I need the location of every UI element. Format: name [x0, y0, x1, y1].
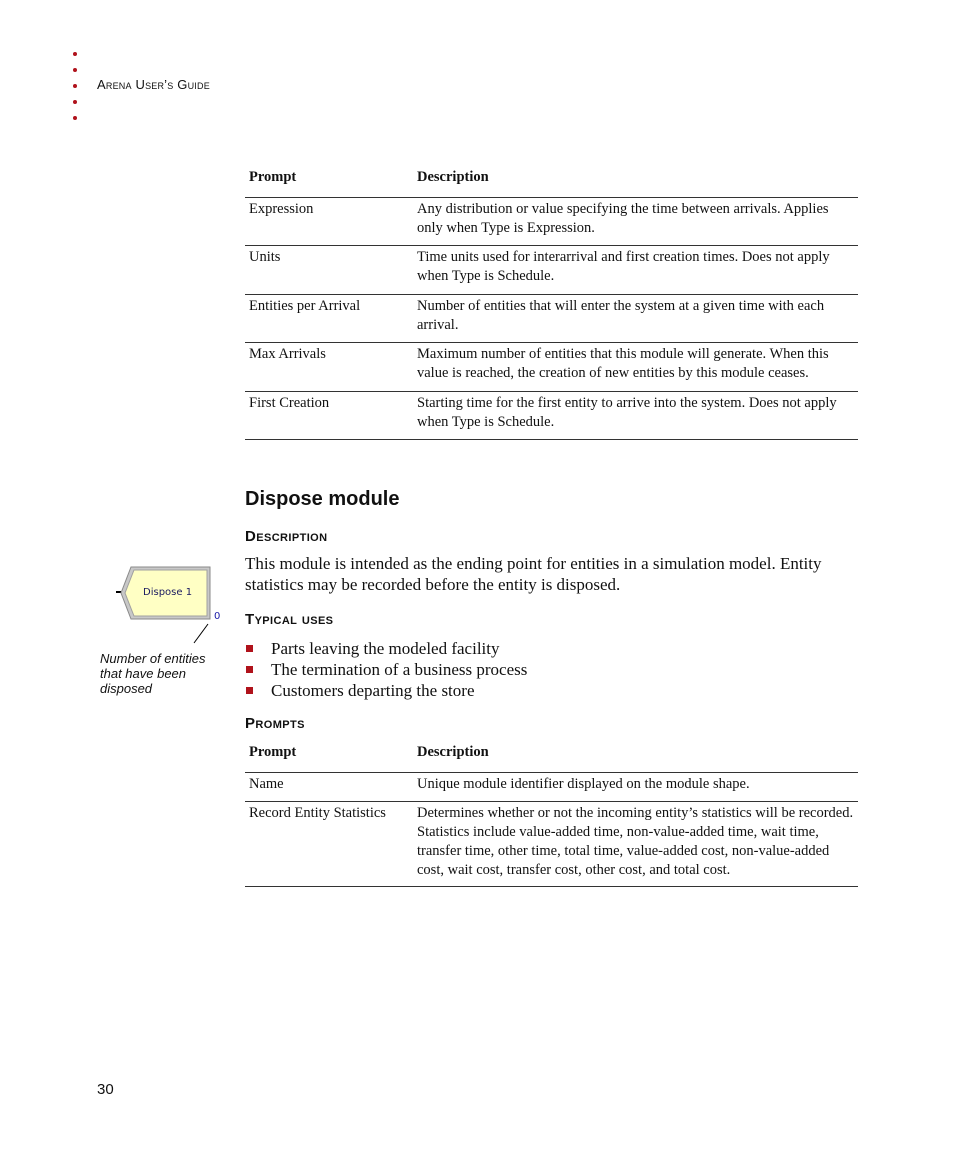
- description-cell: Maximum number of entities that this module will generate. When this value is reached, the creation of new entities by this module ceases.: [413, 343, 858, 392]
- list-item: [245, 680, 527, 701]
- description-cell: Determines whether or not the incoming entity’s statistics will be recorded. Statistics include value-added time, non-value-added time, wait time, transfer time, other time, total time, value-added cost, non-value-added cost, wait cost, transfer cost, other cost, and total cost.: [413, 802, 858, 887]
- margin-dot: [73, 84, 77, 88]
- prompt-cell: Max Arrivals: [245, 343, 413, 392]
- table-row: [245, 802, 858, 887]
- dispose-module-figure: [114, 564, 224, 649]
- prompt-cell: Entities per Arrival: [245, 295, 413, 343]
- list-item-text: Customers departing the store: [271, 681, 475, 700]
- description-cell: Time units used for interarrival and first creation times. Does not apply when Type is Schedule.: [413, 246, 858, 295]
- column-header: Prompt: [245, 743, 413, 773]
- column-header: Description: [413, 743, 858, 773]
- prompt-cell: First Creation: [245, 392, 413, 440]
- module-label: Dispose 1: [143, 587, 193, 598]
- description-text: This module is intended as the ending point for entities in a simulation model. Entity statistics may be recorded before the entity is disposed.: [245, 554, 822, 594]
- table-row: [245, 246, 858, 295]
- prompt-cell: Name: [245, 773, 413, 802]
- table-row: [245, 392, 858, 440]
- prompt-cell: Units: [245, 246, 413, 295]
- square-bullet-icon: [246, 687, 253, 694]
- column-header: Description: [413, 168, 858, 198]
- table-header-row: [245, 743, 858, 773]
- entity-counter: 0: [214, 611, 221, 622]
- list-item-text: The termination of a business process: [271, 660, 528, 679]
- create-prompts-table: [245, 168, 858, 440]
- callout-leader-line: [194, 624, 208, 643]
- margin-dot: [73, 52, 77, 56]
- margin-dot: [73, 116, 77, 120]
- typical-uses-heading: Typical uses: [245, 611, 334, 628]
- typical-uses-list: [245, 638, 527, 701]
- description-cell: Number of entities that will enter the system at a given time with each arrival.: [413, 295, 858, 343]
- square-bullet-icon: [246, 645, 253, 652]
- table-row: [245, 773, 858, 802]
- table-row: [245, 198, 858, 246]
- column-header: Prompt: [245, 168, 413, 198]
- list-item-text: Parts leaving the modeled facility: [271, 639, 500, 658]
- table-header-row: [245, 168, 858, 198]
- description-cell: Any distribution or value specifying the time between arrivals. Applies only when Type is Expression.: [413, 198, 858, 246]
- margin-dot: [73, 68, 77, 72]
- list-item: [245, 659, 527, 680]
- list-item: [245, 638, 527, 659]
- dispose-prompts-table: [245, 743, 858, 887]
- running-head: Arena User’s Guide: [97, 77, 210, 92]
- description-cell: Unique module identifier displayed on the module shape.: [413, 773, 858, 802]
- prompt-cell: Expression: [245, 198, 413, 246]
- table-row: [245, 343, 858, 392]
- square-bullet-icon: [246, 666, 253, 673]
- description-cell: Starting time for the first entity to arrive into the system. Does not apply when Type is Schedule.: [413, 392, 858, 440]
- section-title: Dispose module: [245, 488, 400, 510]
- prompt-cell: Record Entity Statistics: [245, 802, 413, 887]
- page-number: 30: [97, 1081, 114, 1098]
- dispose-module-shape: [114, 564, 224, 644]
- table-row: [245, 295, 858, 343]
- description-heading: Description: [245, 528, 328, 545]
- figure-caption: Number of entities that have been disposed: [100, 651, 206, 696]
- margin-dot: [73, 100, 77, 104]
- prompts-heading: Prompts: [245, 715, 305, 732]
